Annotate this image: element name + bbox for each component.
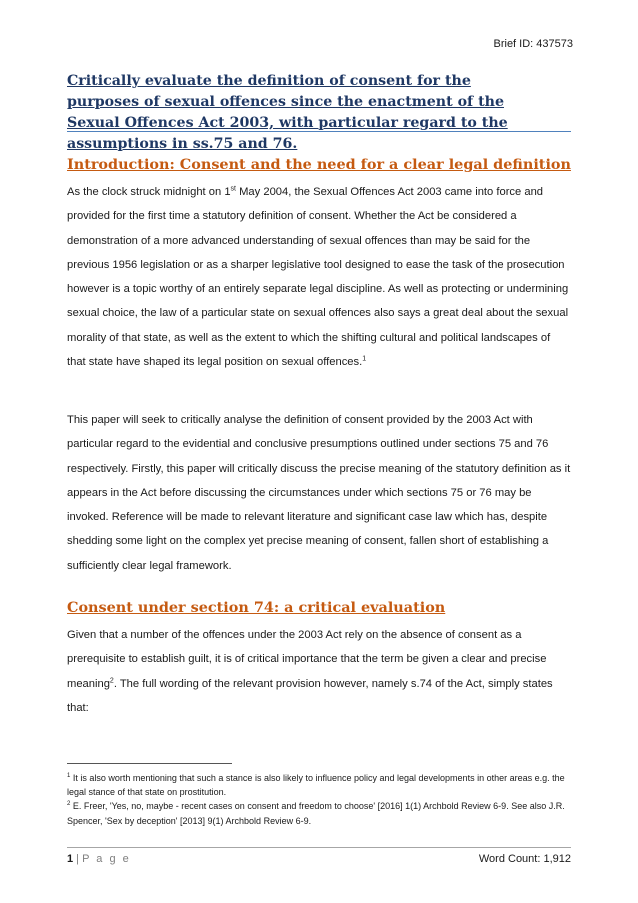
page-number-footer: [67, 853, 131, 865]
brief-id: Brief ID: 437573: [493, 38, 573, 50]
page-label: P a g e: [82, 853, 131, 865]
document-title: Critically evaluate the definition of consent for the purposes of sexual offences since the enactment of the Sexual Offences Act 2003, with particular regard to the assumptions in ss.75 and 76.: [67, 73, 508, 152]
footnotes: [67, 771, 571, 828]
footnote-2-text: E. Freer, 'Yes, no, maybe - recent cases on consent and freedom to choose' [2016] 1(1) Archbold Review 6-9. See also J.R. Spencer, 'Sex by deception' [2013] 9(1) Archbold Review 6-9.: [67, 801, 565, 826]
footnote-ref-2[interactable]: 2: [109, 676, 114, 684]
footnote-1: [67, 771, 571, 799]
ordinal-suffix: st: [230, 185, 236, 193]
section-heading-consent-s74: Consent under section 74: a critical evaluation: [67, 599, 446, 616]
s74-p1-text-b: . The full wording of the relevant provision however, namely s.74 of the Act, simply states that:: [67, 677, 553, 714]
footnote-ref-1[interactable]: 1: [362, 355, 367, 363]
section-heading-introduction: Introduction: Consent and the need for a clear legal definition: [67, 156, 571, 173]
title-divider: [67, 131, 571, 132]
intro-p1-text-a: As the clock struck midnight on 1: [67, 186, 231, 198]
s74-paragraph-1: [67, 623, 571, 720]
intro-paragraph-1: [67, 180, 571, 374]
footnote-1-number: 1: [67, 773, 71, 779]
s74-p1-text-a: Given that a number of the offences under the 2003 Act rely on the absence of consent as a prerequisite to establish guilt, it is of critical importance that the term be given a clear and precise meaning: [67, 629, 547, 690]
footnote-separator: [67, 763, 232, 764]
intro-p1-text-b: May 2004, the Sexual Offences Act 2003 came into force and provided for the first time a statutory definition of consent. Whether the Act be considered a demonstration of a more advanced understanding of sexual offences than may be said for the previous 1956 legislation or as a sharper legislative tool designed to ease the task of the prosecution however is a topic worthy of an entirely separate legal discipline. As well as protecting or undermining sexual choice, the law of a particular state on sexual offences also says a great deal about the sexual morality of that state, as well as the extent to which the shifting cultural and political landscapes of that state have shaped its legal position on sexual offences.: [67, 186, 569, 369]
word-count: Word Count: 1,912: [478, 853, 571, 865]
footer-divider: [67, 847, 571, 848]
footnote-2: [67, 799, 571, 827]
footnote-2-number: 2: [67, 801, 71, 808]
page-separator: |: [73, 853, 83, 865]
page-number: 1: [67, 853, 74, 865]
footnote-1-text: It is also worth mentioning that such a stance is also likely to influence policy and legal developments in other areas e.g. the legal stance of that state on prostitution.: [67, 773, 565, 798]
intro-paragraph-2: This paper will seek to critically analyse the definition of consent provided by the 2003 Act with particular regard to the evidential and conclusive presumptions outlined under sections 75 and 76 respectively. Firstly, this paper will critically discuss the precise meaning of the statutory definition as it appears in the Act before discussing the circumstances under which sections 75 or 76 may be invoked. Reference will be made to relevant literature and significant case law which has, despite shedding some light on the complex yet precise meaning of consent, fallen short of establishing a sufficiently clear legal framework.: [67, 414, 571, 572]
